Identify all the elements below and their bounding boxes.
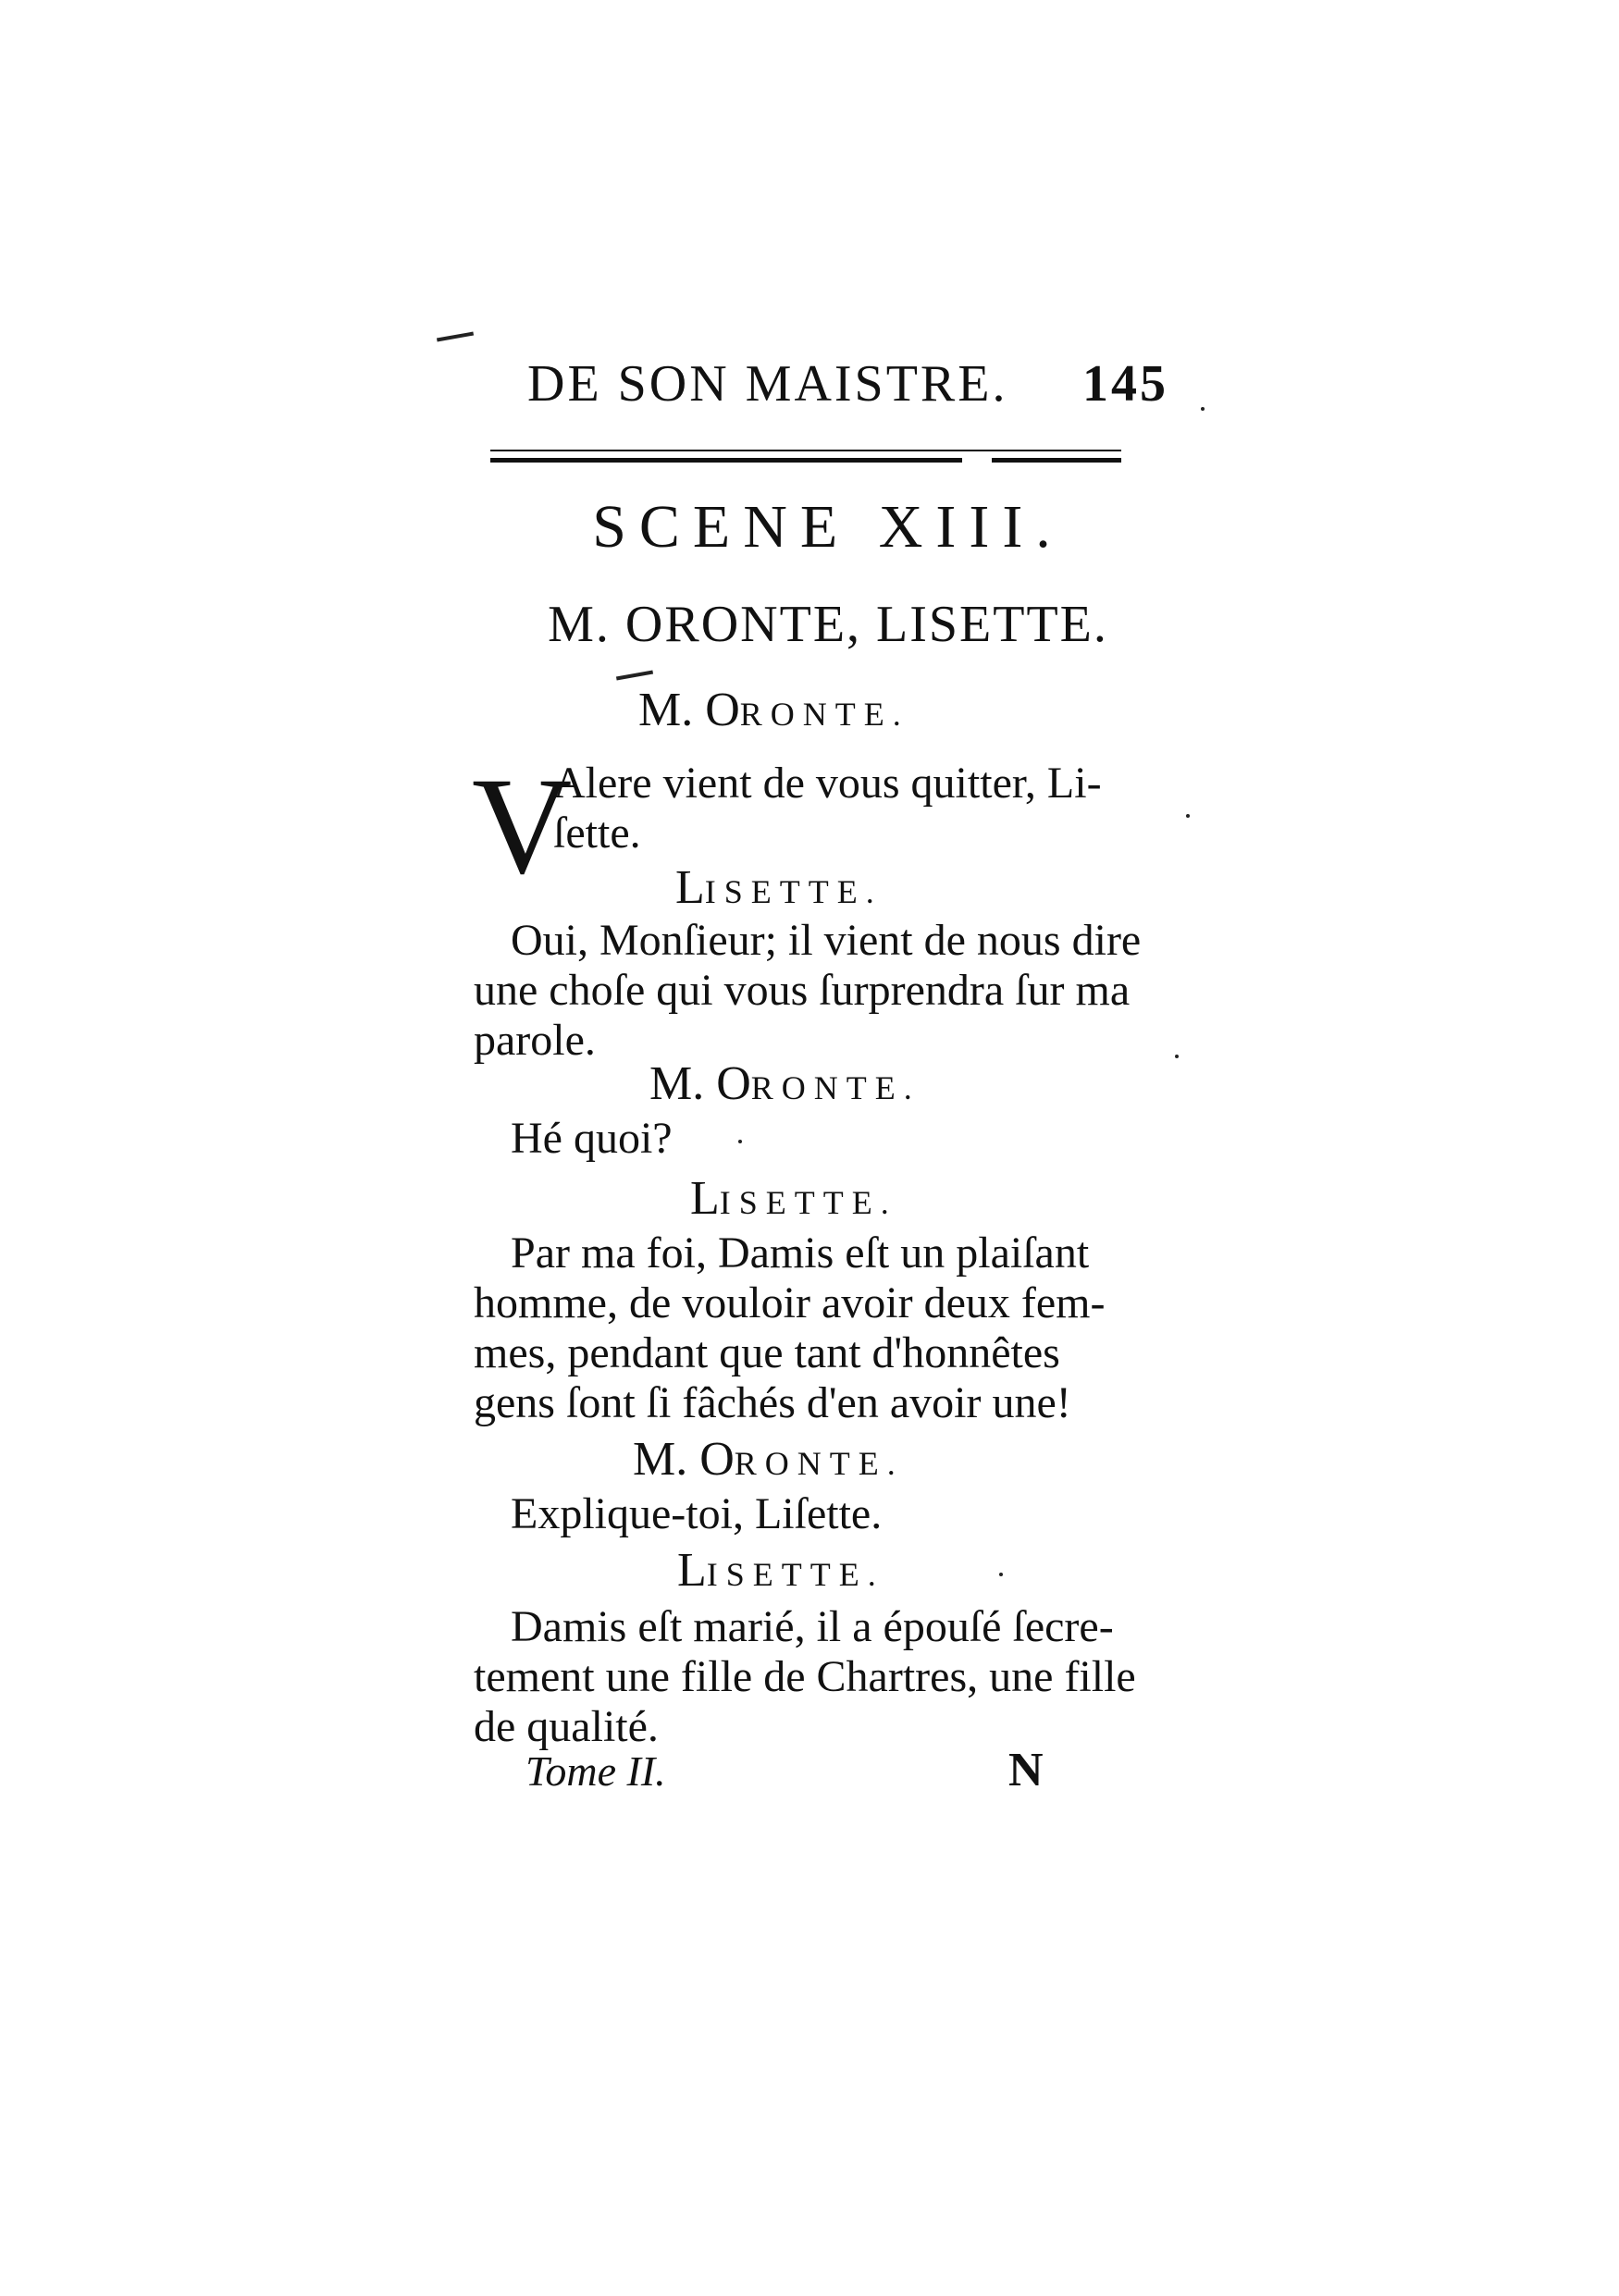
ink-mark — [616, 671, 653, 681]
text-line: Damis eſt marié, il a épouſé ſecre- — [511, 1602, 1114, 1651]
text-line: tement une fille de Chartres, une fille — [474, 1652, 1136, 1701]
text-line: Hé quoi? — [511, 1114, 673, 1163]
ink-speck — [1175, 1055, 1179, 1058]
speaker-label: M. ORONTE. — [649, 1057, 921, 1110]
text-line: mes, pendant que tant d'honnêtes — [474, 1328, 1060, 1377]
text-line: Par ma foi, Damis eſt un plaiſant — [511, 1228, 1090, 1278]
text-line: gens ſont ſi fâchés d'en avoir une! — [474, 1378, 1071, 1427]
speaker-label: M. ORONTE. — [633, 1433, 904, 1486]
header-rule-right — [992, 458, 1121, 463]
speaker-label: LISETTE. — [677, 1544, 884, 1597]
ink-mark — [437, 332, 474, 342]
scene-title: SCENE XIII. — [592, 493, 1064, 561]
speaker-label: M. ORONTE. — [638, 684, 909, 736]
speaker-label: LISETTE. — [690, 1172, 897, 1225]
text-line: ſette. — [553, 809, 641, 858]
signature-mark: Tome II. — [525, 1747, 666, 1795]
text-line: Explique-toi, Liſette. — [511, 1489, 883, 1538]
text-line: homme, de vouloir avoir deux fem- — [474, 1278, 1106, 1327]
cast-list: M. ORONTE, LISETTE. — [548, 596, 1108, 653]
signature-letter: N — [1008, 1744, 1044, 1796]
text-line: parole. — [474, 1016, 596, 1065]
text-line: Alere vient de vous quitter, Li- — [553, 759, 1102, 808]
speaker-label: LISETTE. — [675, 861, 883, 914]
header-rule-left — [490, 458, 962, 463]
ink-speck — [1186, 814, 1190, 818]
ink-speck — [1201, 407, 1205, 411]
text-line: une choſe qui vous ſurprendra ſur ma — [474, 966, 1131, 1015]
page-number: 145 — [1082, 355, 1168, 413]
ink-speck — [999, 1573, 1003, 1576]
running-title: DE SON MAISTRE. — [527, 355, 1008, 413]
text-line: de qualité. — [474, 1702, 659, 1751]
text-line: Oui, Monſieur; il vient de nous dire — [511, 916, 1142, 965]
header-rule-thin — [490, 450, 1121, 451]
ink-speck — [738, 1140, 742, 1143]
drop-cap: V — [472, 749, 573, 903]
